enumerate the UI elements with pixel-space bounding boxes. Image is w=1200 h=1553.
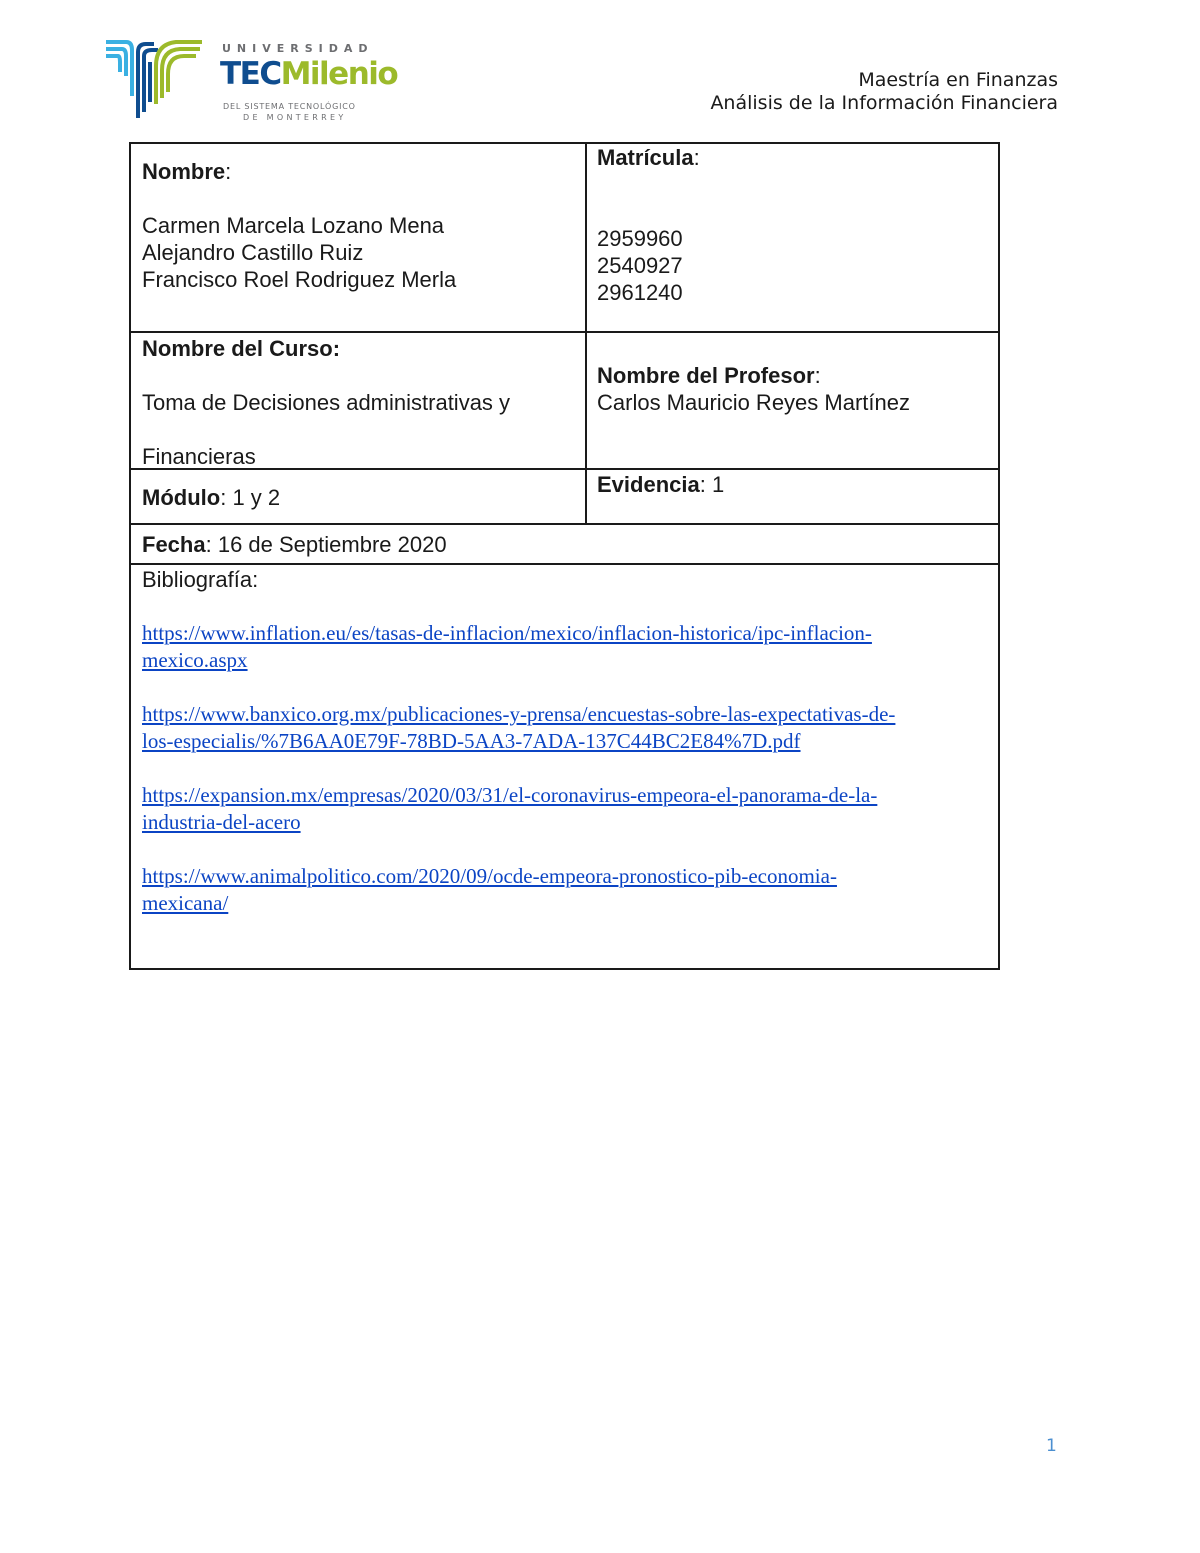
curso-name-line-2: Financieras [142,444,256,469]
fecha-value: 16 de Septiembre 2020 [211,532,447,557]
cell-matricula [597,144,997,306]
evidencia-value: 1 [705,472,725,497]
fecha-sep: : [205,532,212,557]
curso-label: Nombre del Curso: [142,336,341,361]
fecha-label: Fecha [142,532,206,557]
logo-universidad: UNIVERSIDAD [222,42,374,55]
matricula-label-line [597,144,997,171]
table-divider-4 [131,563,998,565]
cell-evidencia [597,471,997,498]
cell-bibliografia [142,566,992,944]
table-divider-1 [131,331,998,333]
profesor-label-line [597,362,997,389]
modulo-value: 1 y 2 [226,485,281,510]
bib-link-animalpolitico[interactable]: https://www.animalpolitico.com/2020/09/ocde-empeora-pronostico-pib-economia- mexicana/ [142,864,837,915]
cell-fecha [142,531,982,558]
matricula-label: Matrícula [597,145,694,170]
modulo-label: Módulo [142,485,221,510]
matricula-3: 2961240 [597,280,683,305]
bibliografia-label: Bibliografía: [142,567,259,592]
student-name-1: Carmen Marcela Lozano Mena [142,213,445,238]
university-logo [104,36,398,126]
cell-curso [142,335,582,470]
profesor-sep: : [814,363,821,388]
evidencia-label: Evidencia [597,472,700,497]
profesor-label: Nombre del Profesor [597,363,815,388]
student-name-3: Francisco Roel Rodriguez Merla [142,267,457,292]
nombre-label-line [142,158,582,185]
logo-brand-milenio: Milenio [280,56,398,92]
nombre-label: Nombre [142,159,226,184]
bib-link-banxico[interactable]: https://www.banxico.org.mx/publicaciones-y-prensa/encuestas-sobre-las-expectativas-de- los-especialis/%7B6AA0E79F-78BD-5AA3-7ADA-137C44BC2E84%7D.pdf [142,702,896,753]
table-divider-3 [131,523,998,525]
page-number: 1 [1046,1436,1057,1456]
evidencia-sep: : [699,472,706,497]
course-area: Análisis de la Información Financiera [710,92,1058,114]
matricula-sep: : [693,145,700,170]
cell-nombre [142,158,582,293]
student-name-2: Alejandro Castillo Ruiz [142,240,364,265]
matricula-2: 2540927 [597,253,683,278]
logo-subtitle-2: DE MONTERREY [243,113,347,122]
logo-subtitle-1: DEL SISTEMA TECNOLÓGICO [223,102,356,111]
cover-table [129,142,1000,970]
nombre-sep: : [225,159,232,184]
matricula-1: 2959960 [597,226,683,251]
cell-modulo [142,484,582,511]
cell-profesor [597,362,997,416]
modulo-sep: : [220,485,227,510]
logo-brand-tec: TEC [220,56,281,92]
logo-brand [220,56,397,92]
table-divider-vertical [585,144,587,524]
bib-link-inflation[interactable]: https://www.inflation.eu/es/tasas-de-inflacion/mexico/inflacion-historica/ipc-inflacion- mexico.aspx [142,621,872,672]
tecmilenio-emblem-icon [104,36,214,126]
program-name: Maestría en Finanzas [858,69,1058,91]
curso-name-line-1: Toma de Decisiones administrativas y [142,390,511,415]
document-header [710,69,1058,115]
bib-link-expansion[interactable]: https://expansion.mx/empresas/2020/03/31/el-coronavirus-empeora-el-panorama-de-la- industria-del-acero [142,783,878,834]
profesor-name: Carlos Mauricio Reyes Martínez [597,390,910,415]
